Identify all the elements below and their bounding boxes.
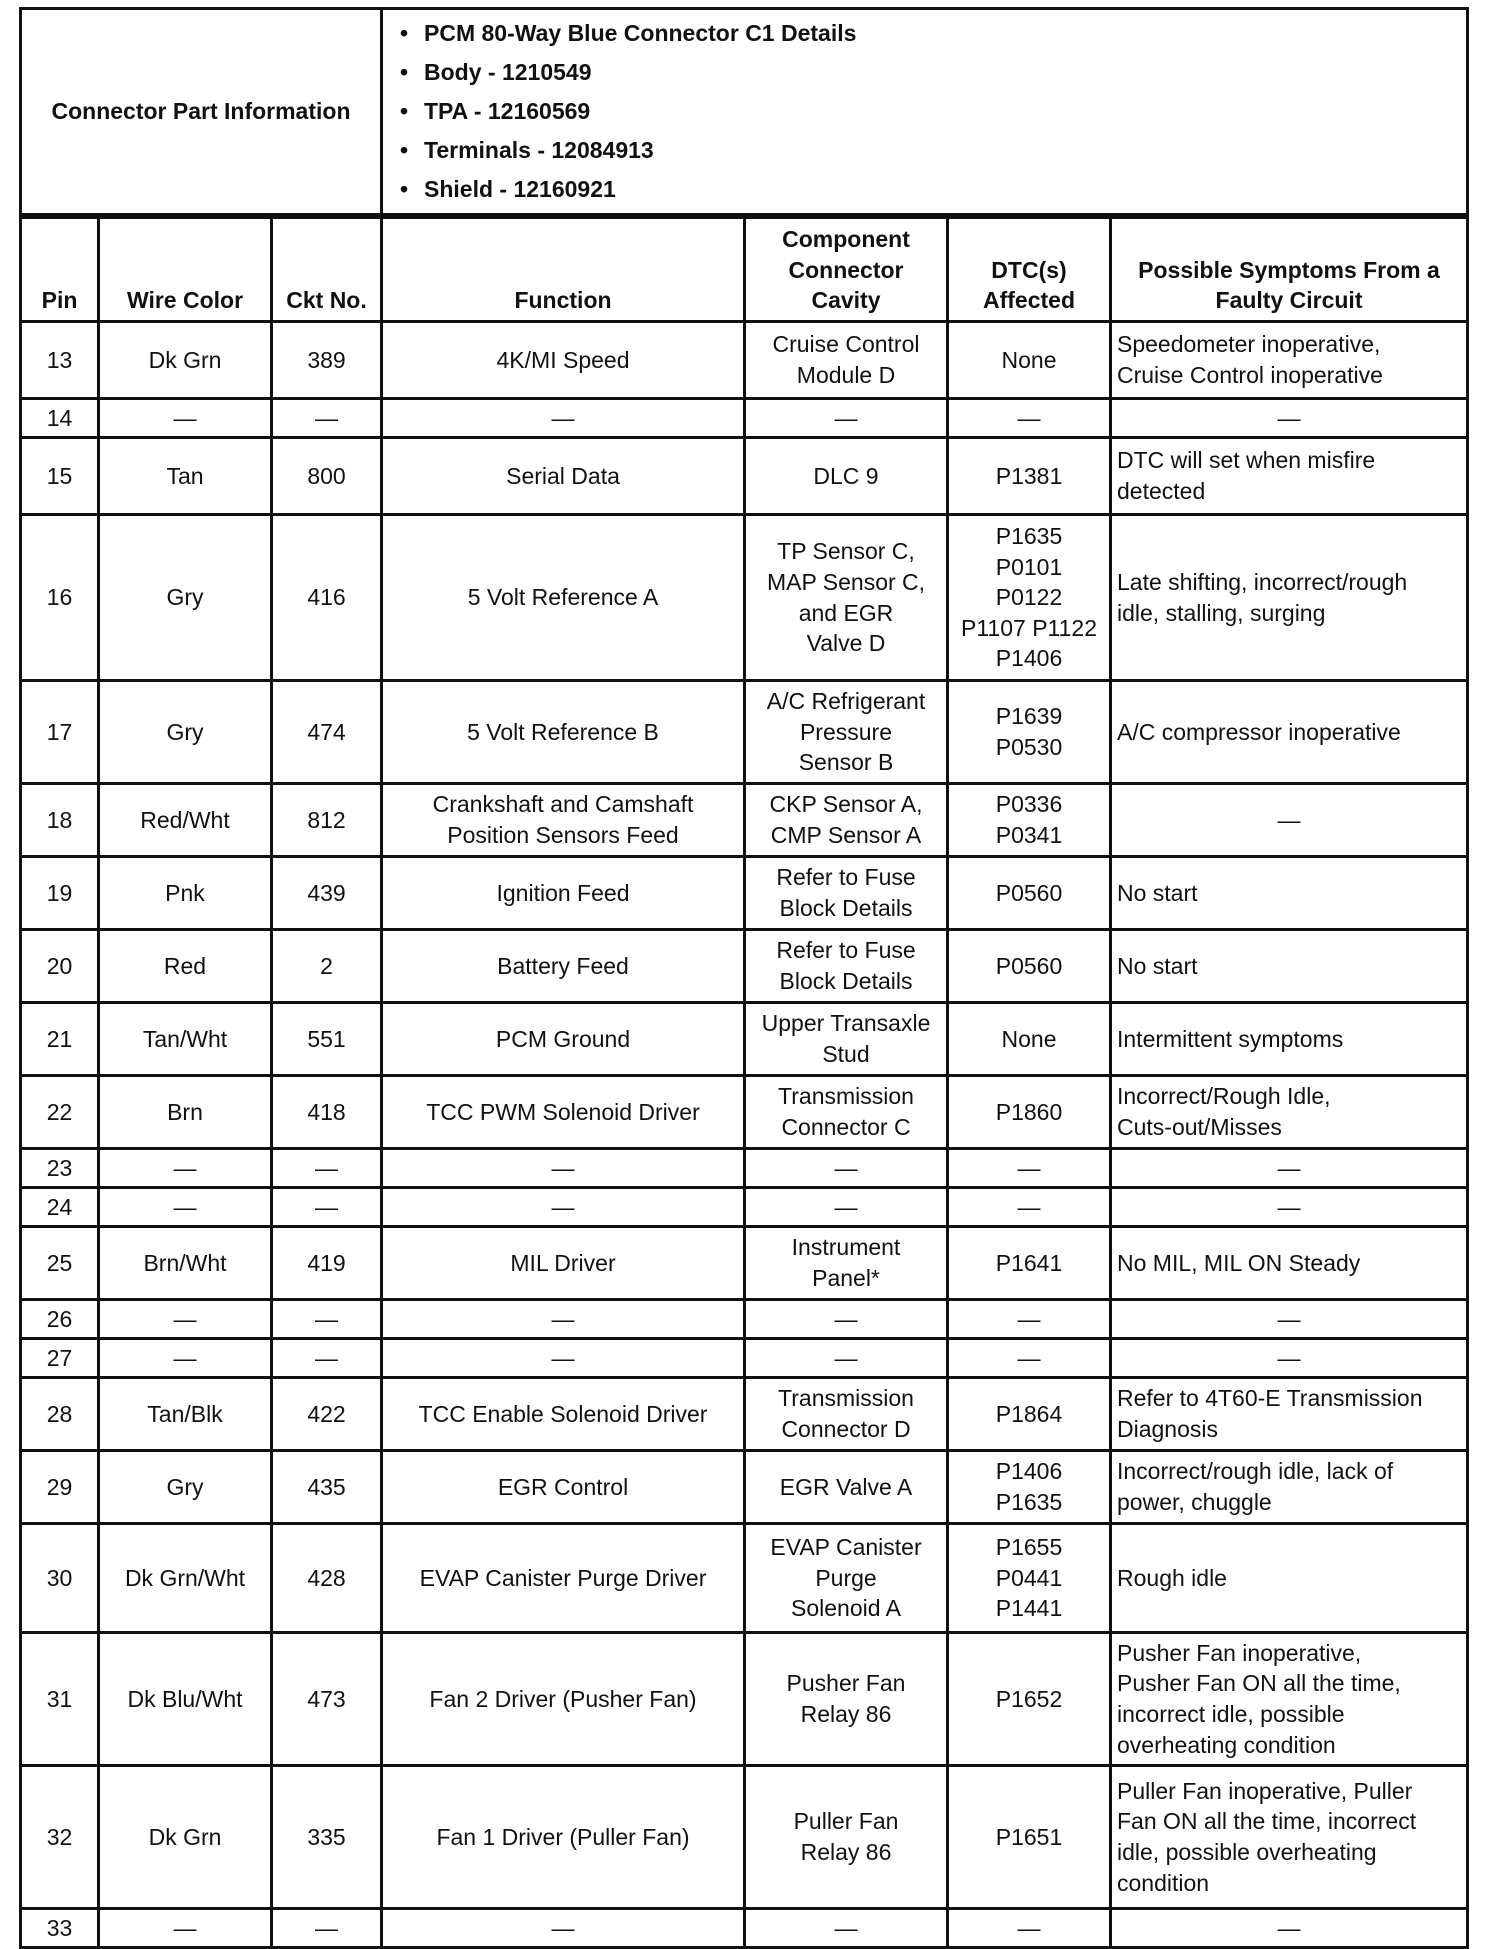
column-header-dtcs-affected: DTC(s) Affected — [948, 218, 1111, 322]
table-row — [21, 1188, 1468, 1227]
function-cell: — — [382, 1149, 745, 1188]
table-row — [21, 930, 1468, 1003]
symptoms-cell: — — [1111, 1300, 1468, 1339]
dtc-cell: P0560 — [948, 930, 1111, 1003]
ckt-no-cell: — — [272, 1149, 382, 1188]
ckt-no-cell: 439 — [272, 857, 382, 930]
component-cavity-cell: Instrument Panel* — [745, 1227, 948, 1300]
function-cell: PCM Ground — [382, 1003, 745, 1076]
symptoms-cell: Intermittent symptoms — [1111, 1003, 1468, 1076]
ckt-no-cell: — — [272, 1188, 382, 1227]
dtc-cell: P0560 — [948, 857, 1111, 930]
component-cavity-cell: EGR Valve A — [745, 1451, 948, 1524]
dtc-cell: — — [948, 399, 1111, 438]
symptoms-cell: No start — [1111, 930, 1468, 1003]
function-cell: 5 Volt Reference B — [382, 681, 745, 784]
ckt-no-cell: 419 — [272, 1227, 382, 1300]
wire-color-cell: Tan/Blk — [99, 1378, 272, 1451]
symptoms-cell: Incorrect/Rough Idle, Cuts-out/Misses — [1111, 1076, 1468, 1149]
function-cell: MIL Driver — [382, 1227, 745, 1300]
connector-detail-item: • Body - 1210549 — [424, 53, 1461, 92]
ckt-no-cell: 422 — [272, 1378, 382, 1451]
function-cell: TCC Enable Solenoid Driver — [382, 1378, 745, 1451]
function-cell: 4K/MI Speed — [382, 322, 745, 399]
table-row — [21, 1633, 1468, 1766]
ckt-no-cell: 800 — [272, 438, 382, 515]
table-row — [21, 322, 1468, 399]
column-header-component-connector-cavity: Component Connector Cavity — [745, 218, 948, 322]
ckt-no-cell: 435 — [272, 1451, 382, 1524]
function-cell: 5 Volt Reference A — [382, 515, 745, 681]
wire-color-cell: Red — [99, 930, 272, 1003]
function-cell: TCC PWM Solenoid Driver — [382, 1076, 745, 1149]
wire-color-cell: Pnk — [99, 857, 272, 930]
table-row — [21, 399, 1468, 438]
symptoms-cell: — — [1111, 1149, 1468, 1188]
component-cavity-cell: Transmission Connector D — [745, 1378, 948, 1451]
table-header-row — [21, 218, 1468, 322]
ckt-no-cell: 812 — [272, 784, 382, 857]
wire-color-cell: Tan/Wht — [99, 1003, 272, 1076]
wire-color-cell: — — [99, 1188, 272, 1227]
dtc-cell: P1860 — [948, 1076, 1111, 1149]
ckt-no-cell: 416 — [272, 515, 382, 681]
wire-color-cell: Dk Grn — [99, 1766, 272, 1909]
pin-cell: 14 — [21, 399, 99, 438]
ckt-no-cell: 335 — [272, 1766, 382, 1909]
dtc-cell: None — [948, 1003, 1111, 1076]
dtc-cell: P1864 — [948, 1378, 1111, 1451]
wire-color-cell: Brn/Wht — [99, 1227, 272, 1300]
symptoms-cell: Refer to 4T60-E Transmission Diagnosis — [1111, 1378, 1468, 1451]
function-cell: EGR Control — [382, 1451, 745, 1524]
connector-details — [382, 9, 1468, 215]
table-row — [21, 1149, 1468, 1188]
symptoms-cell: Pusher Fan inoperative, Pusher Fan ON all the time, incorrect idle, possible overheating condition — [1111, 1633, 1468, 1766]
column-header-wire-color: Wire Color — [99, 218, 272, 322]
pin-table — [19, 216, 1469, 1949]
dtc-cell: P1641 — [948, 1227, 1111, 1300]
component-cavity-cell: — — [745, 1188, 948, 1227]
symptoms-cell: Incorrect/rough idle, lack of power, chuggle — [1111, 1451, 1468, 1524]
ckt-no-cell: 474 — [272, 681, 382, 784]
symptoms-cell: No MIL, MIL ON Steady — [1111, 1227, 1468, 1300]
symptoms-cell: — — [1111, 1188, 1468, 1227]
pin-cell: 13 — [21, 322, 99, 399]
component-cavity-cell: — — [745, 399, 948, 438]
symptoms-cell: — — [1111, 1339, 1468, 1378]
table-row — [21, 1227, 1468, 1300]
dtc-cell: — — [948, 1300, 1111, 1339]
pin-cell: 25 — [21, 1227, 99, 1300]
pin-cell: 30 — [21, 1524, 99, 1633]
dtc-cell: P1406 P1635 — [948, 1451, 1111, 1524]
ckt-no-cell: — — [272, 1909, 382, 1948]
dtc-cell: P0336 P0341 — [948, 784, 1111, 857]
ckt-no-cell: — — [272, 399, 382, 438]
symptoms-cell: No start — [1111, 857, 1468, 930]
table-row — [21, 857, 1468, 930]
pin-cell: 19 — [21, 857, 99, 930]
dtc-cell: P1635 P0101 P0122 P1107 P1122 P1406 — [948, 515, 1111, 681]
wire-color-cell: — — [99, 1909, 272, 1948]
function-cell: — — [382, 1300, 745, 1339]
wire-color-cell: Dk Blu/Wht — [99, 1633, 272, 1766]
pin-cell: 32 — [21, 1766, 99, 1909]
ckt-no-cell: 428 — [272, 1524, 382, 1633]
ckt-no-cell: — — [272, 1300, 382, 1339]
pin-cell: 22 — [21, 1076, 99, 1149]
pin-cell: 16 — [21, 515, 99, 681]
pin-cell: 26 — [21, 1300, 99, 1339]
table-row — [21, 1766, 1468, 1909]
wire-color-cell: — — [99, 399, 272, 438]
connector-detail-item: • Terminals - 12084913 — [424, 131, 1461, 170]
symptoms-cell: Puller Fan inoperative, Puller Fan ON all the time, incorrect idle, possible overheating condition — [1111, 1766, 1468, 1909]
dtc-cell: — — [948, 1339, 1111, 1378]
component-cavity-cell: — — [745, 1339, 948, 1378]
symptoms-cell: A/C compressor inoperative — [1111, 681, 1468, 784]
component-cavity-cell: — — [745, 1149, 948, 1188]
dtc-cell: None — [948, 322, 1111, 399]
component-cavity-cell: DLC 9 — [745, 438, 948, 515]
function-cell: Crankshaft and Camshaft Position Sensors Feed — [382, 784, 745, 857]
wire-color-cell: Red/Wht — [99, 784, 272, 857]
symptoms-cell: DTC will set when misfire detected — [1111, 438, 1468, 515]
ckt-no-cell: 389 — [272, 322, 382, 399]
component-cavity-cell: EVAP Canister Purge Solenoid A — [745, 1524, 948, 1633]
component-cavity-cell: — — [745, 1909, 948, 1948]
component-cavity-cell: — — [745, 1300, 948, 1339]
wire-color-cell: Gry — [99, 681, 272, 784]
dtc-cell: — — [948, 1909, 1111, 1948]
function-cell: — — [382, 1909, 745, 1948]
connector-details-list — [388, 10, 1461, 213]
dtc-cell: P1652 — [948, 1633, 1111, 1766]
table-row — [21, 515, 1468, 681]
pin-cell: 24 — [21, 1188, 99, 1227]
component-cavity-cell: Cruise Control Module D — [745, 322, 948, 399]
dtc-cell: P1655 P0441 P1441 — [948, 1524, 1111, 1633]
component-cavity-cell: A/C Refrigerant Pressure Sensor B — [745, 681, 948, 784]
pin-cell: 28 — [21, 1378, 99, 1451]
component-cavity-cell: Refer to Fuse Block Details — [745, 857, 948, 930]
function-cell: Fan 2 Driver (Pusher Fan) — [382, 1633, 745, 1766]
dtc-cell: P1651 — [948, 1766, 1111, 1909]
symptoms-cell: — — [1111, 1909, 1468, 1948]
table-row — [21, 1451, 1468, 1524]
ckt-no-cell: 473 — [272, 1633, 382, 1766]
component-cavity-cell: CKP Sensor A, CMP Sensor A — [745, 784, 948, 857]
connector-detail-item: • PCM 80-Way Blue Connector C1 Details — [424, 14, 1461, 53]
wire-color-cell: — — [99, 1149, 272, 1188]
column-header-function: Function — [382, 218, 745, 322]
symptoms-cell: Speedometer inoperative, Cruise Control inoperative — [1111, 322, 1468, 399]
function-cell: Serial Data — [382, 438, 745, 515]
wire-color-cell: — — [99, 1300, 272, 1339]
pin-cell: 23 — [21, 1149, 99, 1188]
table-row — [21, 1300, 1468, 1339]
symptoms-cell: — — [1111, 399, 1468, 438]
wire-color-cell: Brn — [99, 1076, 272, 1149]
pin-cell: 29 — [21, 1451, 99, 1524]
pin-cell: 20 — [21, 930, 99, 1003]
table-row — [21, 438, 1468, 515]
dtc-cell: — — [948, 1149, 1111, 1188]
pcm-connector-sheet — [19, 7, 1469, 1949]
ckt-no-cell: 418 — [272, 1076, 382, 1149]
pin-cell: 27 — [21, 1339, 99, 1378]
function-cell: — — [382, 1339, 745, 1378]
column-header-possible-symptoms: Possible Symptoms From a Faulty Circuit — [1111, 218, 1468, 322]
function-cell: — — [382, 1188, 745, 1227]
table-row — [21, 1076, 1468, 1149]
function-cell: — — [382, 399, 745, 438]
ckt-no-cell: 2 — [272, 930, 382, 1003]
pin-cell: 31 — [21, 1633, 99, 1766]
table-row — [21, 1524, 1468, 1633]
connector-detail-item: • TPA - 12160569 — [424, 92, 1461, 131]
component-cavity-cell: Puller Fan Relay 86 — [745, 1766, 948, 1909]
table-row — [21, 1909, 1468, 1948]
wire-color-cell: Dk Grn/Wht — [99, 1524, 272, 1633]
dtc-cell: P1639 P0530 — [948, 681, 1111, 784]
dtc-cell: — — [948, 1188, 1111, 1227]
wire-color-cell: Dk Grn — [99, 322, 272, 399]
table-row — [21, 1378, 1468, 1451]
pin-cell: 15 — [21, 438, 99, 515]
ckt-no-cell: 551 — [272, 1003, 382, 1076]
symptoms-cell: Rough idle — [1111, 1524, 1468, 1633]
connector-part-information-label: Connector Part Information — [21, 9, 382, 215]
pin-cell: 33 — [21, 1909, 99, 1948]
function-cell: Ignition Feed — [382, 857, 745, 930]
column-header-ckt-no: Ckt No. — [272, 218, 382, 322]
function-cell: Fan 1 Driver (Puller Fan) — [382, 1766, 745, 1909]
component-cavity-cell: TP Sensor C, MAP Sensor C, and EGR Valve D — [745, 515, 948, 681]
pin-cell: 21 — [21, 1003, 99, 1076]
ckt-no-cell: — — [272, 1339, 382, 1378]
wire-color-cell: Tan — [99, 438, 272, 515]
pin-cell: 18 — [21, 784, 99, 857]
component-cavity-cell: Upper Transaxle Stud — [745, 1003, 948, 1076]
wire-color-cell: Gry — [99, 515, 272, 681]
symptoms-cell: — — [1111, 784, 1468, 857]
component-cavity-cell: Transmission Connector C — [745, 1076, 948, 1149]
wire-color-cell: Gry — [99, 1451, 272, 1524]
table-row — [21, 784, 1468, 857]
pin-cell: 17 — [21, 681, 99, 784]
dtc-cell: P1381 — [948, 438, 1111, 515]
column-header-pin: Pin — [21, 218, 99, 322]
component-cavity-cell: Pusher Fan Relay 86 — [745, 1633, 948, 1766]
component-cavity-cell: Refer to Fuse Block Details — [745, 930, 948, 1003]
table-row — [21, 681, 1468, 784]
function-cell: Battery Feed — [382, 930, 745, 1003]
table-row — [21, 1003, 1468, 1076]
wire-color-cell: — — [99, 1339, 272, 1378]
symptoms-cell: Late shifting, incorrect/rough idle, stalling, surging — [1111, 515, 1468, 681]
connector-info-table — [19, 7, 1469, 216]
function-cell: EVAP Canister Purge Driver — [382, 1524, 745, 1633]
connector-detail-item: • Shield - 12160921 — [424, 170, 1461, 209]
table-row — [21, 1339, 1468, 1378]
